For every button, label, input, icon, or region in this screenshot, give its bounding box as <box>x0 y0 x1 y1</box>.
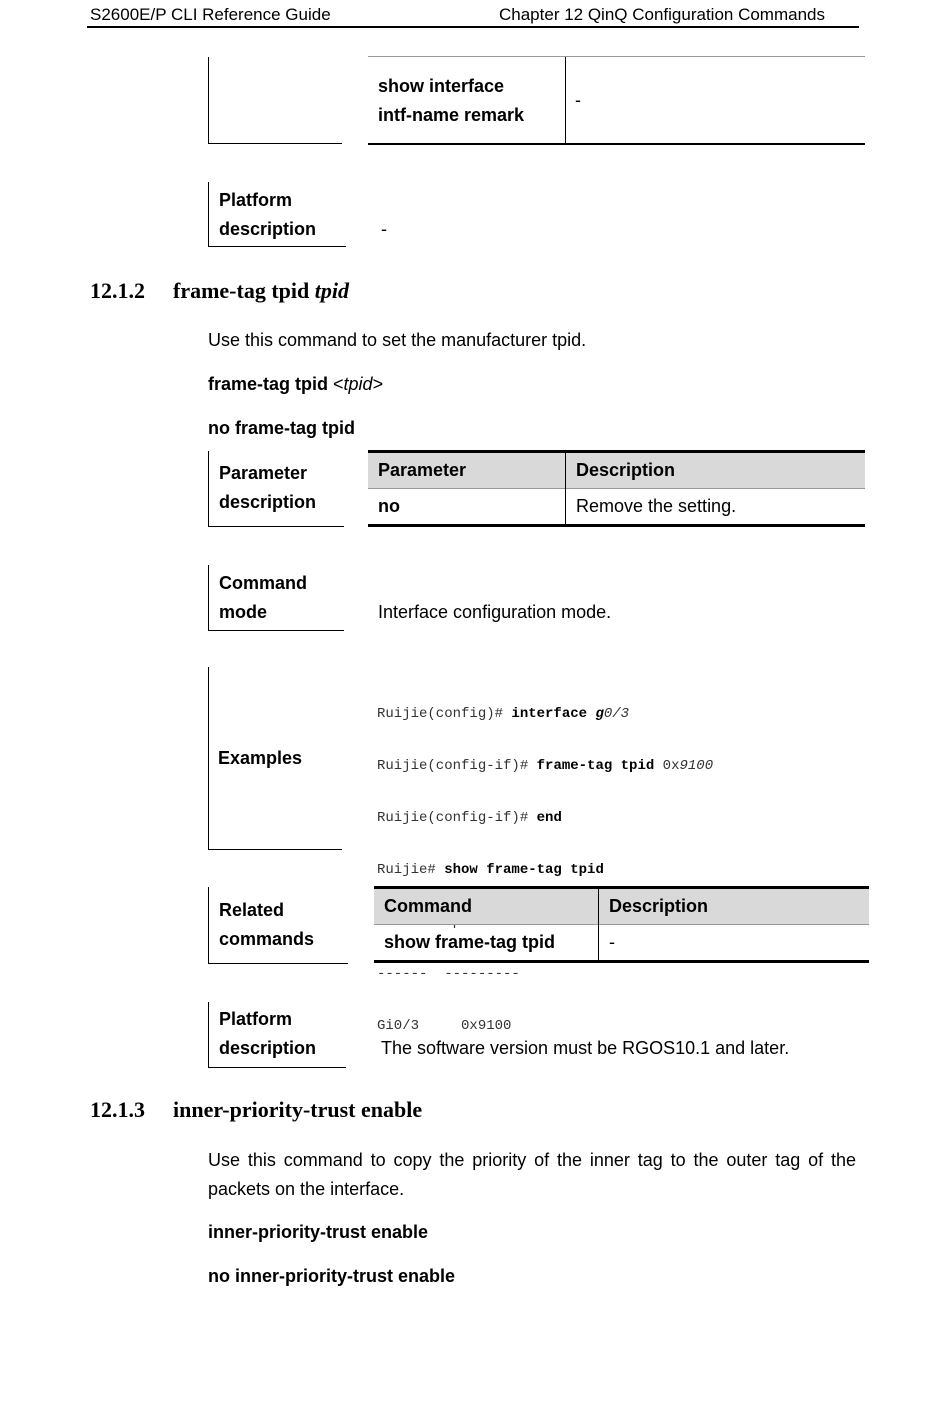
description-col-header: Description <box>566 452 866 489</box>
command-col-header: Command <box>374 888 599 925</box>
top-table-rule-bottom <box>368 143 865 145</box>
platform-label-2-line2: description <box>219 1038 317 1058</box>
platform-value-2: The software version must be RGOS10.1 and later. <box>381 1038 790 1058</box>
param-label-box <box>208 451 344 527</box>
section-1212-title-italic: tpid <box>314 278 349 303</box>
parameter-table <box>368 450 865 527</box>
mode-value: Interface configuration mode. <box>378 602 612 622</box>
platform-label-1-line1: Platform <box>219 190 293 210</box>
section-1213-syntax: inner-priority-trust enable <box>208 1222 429 1242</box>
syntax-gt: > <box>372 374 384 394</box>
related-description-cell: - <box>609 932 615 952</box>
parameter-cell: no <box>368 489 566 526</box>
examples-label: Examples <box>218 748 303 768</box>
section-1213-title: inner-priority-trust enable <box>173 1097 423 1122</box>
code-command: interface <box>511 706 596 722</box>
top-table-command-line1: show interface <box>378 76 505 96</box>
examples-code <box>377 675 713 1065</box>
code-value-italic: 9100 <box>679 758 714 774</box>
page-header-title: S2600E/P CLI Reference Guide <box>90 5 331 24</box>
section-1213-no-syntax: no inner-priority-trust enable <box>208 1266 456 1286</box>
related-label-line1: Related <box>219 900 285 920</box>
param-label-line1: Parameter <box>219 463 308 483</box>
code-prompt: Ruijie(config-if)# <box>377 758 537 774</box>
syntax-command: frame-tag tpid <box>208 374 329 394</box>
top-table-command-line2: intf-name remark <box>378 105 525 125</box>
top-table-description: - <box>575 90 581 110</box>
code-line-1 <box>377 701 713 727</box>
section-1213-intro: Use this command to copy the priority of the inner tag to the outer tag of the packets on the interface. <box>208 1150 856 1199</box>
mode-label-line2: mode <box>219 602 268 622</box>
section-1212-no-syntax: no frame-tag tpid <box>208 418 355 438</box>
code-line-2 <box>377 753 713 779</box>
header-rule <box>87 26 859 28</box>
top-table-command <box>378 72 524 130</box>
section-1212-title-plain: frame-tag tpid <box>173 278 315 303</box>
code-line-4 <box>377 857 713 883</box>
table-row <box>374 925 869 962</box>
platform-label-1-line2: description <box>219 219 317 239</box>
description-cell: Remove the setting. <box>576 496 737 516</box>
related-label-box <box>208 887 348 964</box>
section-1212-number: 12.1.2 <box>90 278 145 303</box>
code-line-3 <box>377 805 713 831</box>
mode-label-line1: Command <box>219 573 308 593</box>
code-arg: g <box>595 706 604 722</box>
platform-label-box-2 <box>208 1002 346 1068</box>
top-table-rule-top <box>368 56 865 57</box>
syntax-lt: < <box>328 374 344 394</box>
code-prompt: Ruijie# <box>377 862 445 878</box>
table-row <box>368 489 865 526</box>
related-table-header <box>374 888 869 925</box>
platform-label-2-line1: Platform <box>219 1009 293 1029</box>
code-prompt: Ruijie(config)# <box>377 706 512 722</box>
mode-label-box <box>208 565 344 631</box>
code-line-6: ------ --------- <box>377 966 520 982</box>
code-arg-italic: 0/3 <box>603 706 630 722</box>
parameter-col-header: Parameter <box>368 452 566 489</box>
page-header-chapter: Chapter 12 QinQ Configuration Commands <box>499 5 825 24</box>
section-1213-number: 12.1.3 <box>90 1097 145 1122</box>
code-line-7: Gi0/3 0x9100 <box>377 1018 512 1034</box>
related-commands-table <box>374 886 869 963</box>
code-prompt: Ruijie(config-if)# <box>377 810 537 826</box>
code-value: 0x <box>654 758 680 774</box>
top-table-divider <box>565 57 566 144</box>
syntax-param: tpid <box>343 374 373 394</box>
top-label-box <box>208 57 342 144</box>
section-1212-syntax <box>208 370 383 399</box>
related-description-col-header: Description <box>599 888 870 925</box>
parameter-table-header <box>368 452 865 489</box>
related-label-line2: commands <box>219 929 315 949</box>
code-command: show frame-tag tpid <box>444 862 604 878</box>
code-command: frame-tag tpid <box>536 758 655 774</box>
related-command-cell: show frame-tag tpid <box>374 925 599 962</box>
section-1212-intro: Use this command to set the manufacturer tpid. <box>208 330 587 350</box>
section-1212-title <box>173 278 349 304</box>
param-label-line2: description <box>219 492 317 512</box>
platform-label-box-1 <box>208 182 346 247</box>
code-command: end <box>536 810 562 826</box>
platform-value-1: - <box>381 219 387 239</box>
